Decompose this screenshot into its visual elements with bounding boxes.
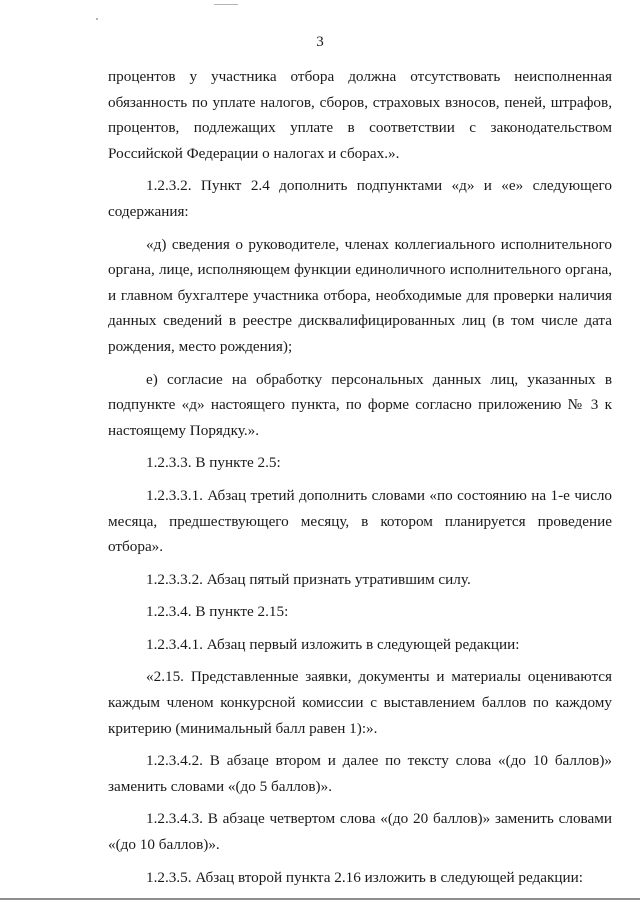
paragraph-1-2-3-5: 1.2.3.5. Абзац второй пункта 2.16 изложить в следующей редакции: <box>146 868 583 886</box>
page-number: 3 <box>316 34 324 50</box>
paragraph-1-2-3-4-3: 1.2.3.4.3. В абзаце четвертом слова «(до 20 баллов)» заменить словами «(до 10 баллов)». <box>108 810 612 854</box>
paragraph-1-2-3-3: 1.2.3.3. В пункте 2.5: <box>146 454 281 472</box>
document-body <box>108 64 612 897</box>
paragraph-subitem-e: е) согласие на обработку персональных данных лиц, указанных в подпункте «д» настоящего пункта, по форме согласно приложению № 3 к настоящему Порядку.». <box>108 370 612 439</box>
paragraph-1-2-3-4-2: 1.2.3.4.2. В абзаце втором и далее по тексту слова «(до 10 баллов)» заменить словами «(до 5 баллов)». <box>108 752 612 795</box>
paragraph-1-2-3-4: 1.2.3.4. В пункте 2.15: <box>146 603 289 621</box>
paragraph-1-2-3-3-1: 1.2.3.3.1. Абзац третий дополнить словами «по состоянию на 1-е число месяца, предшествующего месяцу, в котором планируется проведение отбора». <box>108 486 612 556</box>
scan-speck <box>214 4 238 5</box>
paragraph-1-2-3-2: 1.2.3.2. Пункт 2.4 дополнить подпунктами «д» и «е» следующего содержания: <box>108 177 612 220</box>
paragraph-subitem-d: «д) сведения о руководителе, членах коллегиального исполнительного органа, лице, исполняющем функции единоличного исполнительного органа, и главном бухгалтере участника отбора, необходимые для проверки наличия данных сведений в реестре дисквалифицированных лиц (в том числе дата рождения, место рождения); <box>108 235 612 355</box>
paragraph-quote-2-15: «2.15. Представленные заявки, документы и материалы оцениваются каждым членом конкурсной комиссии с выставлением баллов по каждому критерию (минимальный балл равен 1):». <box>108 668 612 737</box>
scan-speck <box>96 18 98 20</box>
paragraph-1-2-3-3-2: 1.2.3.3.2. Абзац пятый признать утратившим силу. <box>146 570 471 588</box>
paragraph-continuation: процентов у участника отбора должна отсутствовать неисполненная обязанность по уплате налогов, сборов, страховых взносов, пеней, штрафов, процентов, подлежащих уплате в соответствии с законодательством Российской Федерации о налогах и сборах.». <box>108 68 612 162</box>
scan-bottom-edge <box>0 898 640 900</box>
paragraph-1-2-3-4-1: 1.2.3.4.1. Абзац первый изложить в следующей редакции: <box>146 635 520 653</box>
